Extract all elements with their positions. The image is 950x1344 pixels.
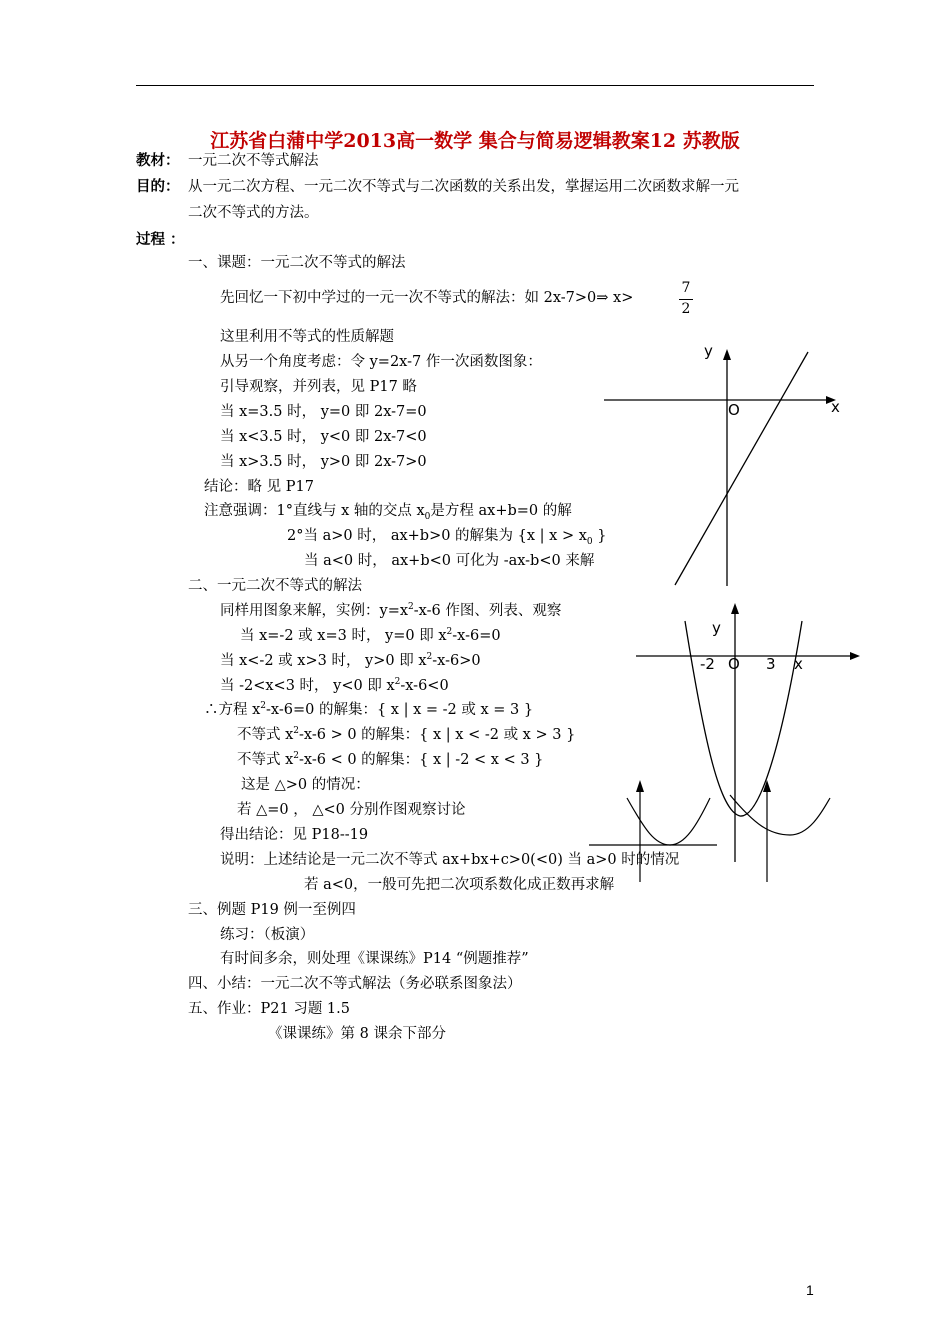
fraction-denominator: 2	[681, 301, 691, 317]
material-label: 教材：	[136, 152, 180, 169]
delta-zero-graphs	[585, 770, 835, 885]
x-axis-label: x	[794, 655, 803, 673]
s1-line-2: 这里利用不等式的性质解题	[220, 329, 394, 345]
tick-neg2-label: -2	[700, 655, 715, 673]
s3-line-1: 练习：（板演）	[220, 927, 315, 943]
s2-line-9: 若 △=0 ， △<0 分别作图观察讨论	[237, 802, 466, 818]
s5-line-1: 《课课练》第 8 课余下部分	[268, 1026, 446, 1042]
section-1-heading: 一、课题：一元二次不等式的解法	[188, 255, 406, 271]
s2-line-11: 说明：上述结论是一元二次不等式 ax+bx+c>0(<0) 当 a>0 时的情况	[220, 852, 680, 868]
s1-line-1: 先回忆一下初中学过的一元一次不等式的解法：如 2x-7>0⇒ x>	[220, 290, 634, 306]
s2-line-12: 若 a<0，一般可先把二次项系数化成正数再求解	[304, 877, 615, 893]
s1-line-11: 当 a<0 时， ax+b<0 可化为 -ax-b<0 来解	[304, 553, 595, 569]
s1-line-10: 2°当 a>0 时， ax+b>0 的解集为 {x | $x > x_0$ }	[287, 528, 607, 547]
goal-line-2: 二次不等式的方法。	[188, 205, 319, 221]
s1-line-3: 从另一个角度考虑：令 y=2x-7 作一次函数图象：	[220, 354, 542, 370]
s2-line-3: 当 x<-2 或 x>3 时， y>0 即 $x^2-x-6>0$	[220, 652, 481, 669]
tick-3-label: 3	[766, 655, 776, 673]
process-label: 过程 ：	[136, 231, 185, 248]
s2-line-4: 当 -2<x<3 时， y<0 即 $x^2-x-6<0$	[220, 677, 449, 694]
parabola-above-axis	[730, 795, 830, 835]
s2-line-10: 得出结论：见 P18--19	[220, 827, 369, 843]
goal-label: 目的：	[136, 178, 180, 195]
section-2-heading: 二、一元二次不等式的解法	[188, 578, 362, 594]
s1-line-7: 当 x>3.5 时， y>0 即 2x-7>0	[220, 454, 427, 470]
s3-line-2: 有时间多余，则处理《课课练》P14 “例题推荐”	[220, 951, 529, 967]
linear-function-graph	[600, 340, 850, 590]
y-axis-arrow	[723, 349, 731, 360]
material-text: 一元二次不等式解法	[188, 153, 319, 169]
section-4-heading: 四、小结：一元二次不等式解法（务必联系图象法）	[188, 976, 522, 992]
s2-line-7: 不等式 $x^2-x-6 < 0$ 的解集：{ x | -2 < x < 3 }	[237, 751, 544, 768]
s1-line-8: 结论：略 见 P17	[204, 479, 314, 495]
header-rule	[136, 85, 814, 86]
s2-line-1: 同样用图象来解，实例：$y=x^2-x-6$ 作图、列表、观察	[220, 602, 562, 619]
y-axis-right-arrow	[763, 780, 771, 792]
s1-line-5: 当 x=3.5 时， y=0 即 2x-7=0	[220, 404, 427, 420]
section-5-heading: 五、作业：P21 习题 1.5	[188, 1001, 350, 1017]
s1-line-6: 当 x<3.5 时， y<0 即 2x-7<0	[220, 429, 427, 445]
section-3-heading: 三、例题 P19 例一至例四	[188, 902, 356, 918]
origin-label: O	[728, 655, 740, 673]
fraction-numerator: 7	[681, 280, 691, 296]
page-number: 1	[806, 1282, 814, 1298]
x-axis-arrow	[850, 652, 860, 660]
origin-label: O	[728, 401, 740, 419]
page-title: 江苏省白蒲中学2013高一数学 集合与简易逻辑教案12 苏教版	[210, 130, 740, 152]
fraction-bar	[679, 299, 693, 300]
x-axis-label: x	[831, 398, 840, 416]
function-line	[675, 352, 808, 585]
y-axis-left-arrow	[636, 780, 644, 792]
y-axis-label: y	[712, 619, 721, 637]
y-axis-arrow	[731, 603, 739, 614]
s2-line-2: 当 x=-2 或 x=3 时， y=0 即 $x^2-x-6=0$	[240, 627, 501, 644]
goal-line-1: 从一元二次方程、一元二次不等式与二次函数的关系出发，掌握运用二次函数求解一元	[188, 179, 739, 195]
s2-line-5: ∴方程 $x^2-x-6=0$ 的解集：{ x | x = -2 或 x = 3 }	[204, 701, 534, 718]
y-axis-label: y	[704, 342, 713, 360]
s2-line-6: 不等式 $x^2-x-6 > 0$ 的解集：{ x | x < -2 或 x > 3 }	[237, 726, 576, 743]
s2-line-8: 这是 △>0 的情况：	[241, 777, 370, 793]
s1-line-4: 引导观察，并列表，见 P17 略	[220, 379, 417, 395]
s1-line-9: 注意强调：1°直线与 x 轴的交点 $x_0$是方程 ax+b=0 的解	[204, 503, 572, 522]
